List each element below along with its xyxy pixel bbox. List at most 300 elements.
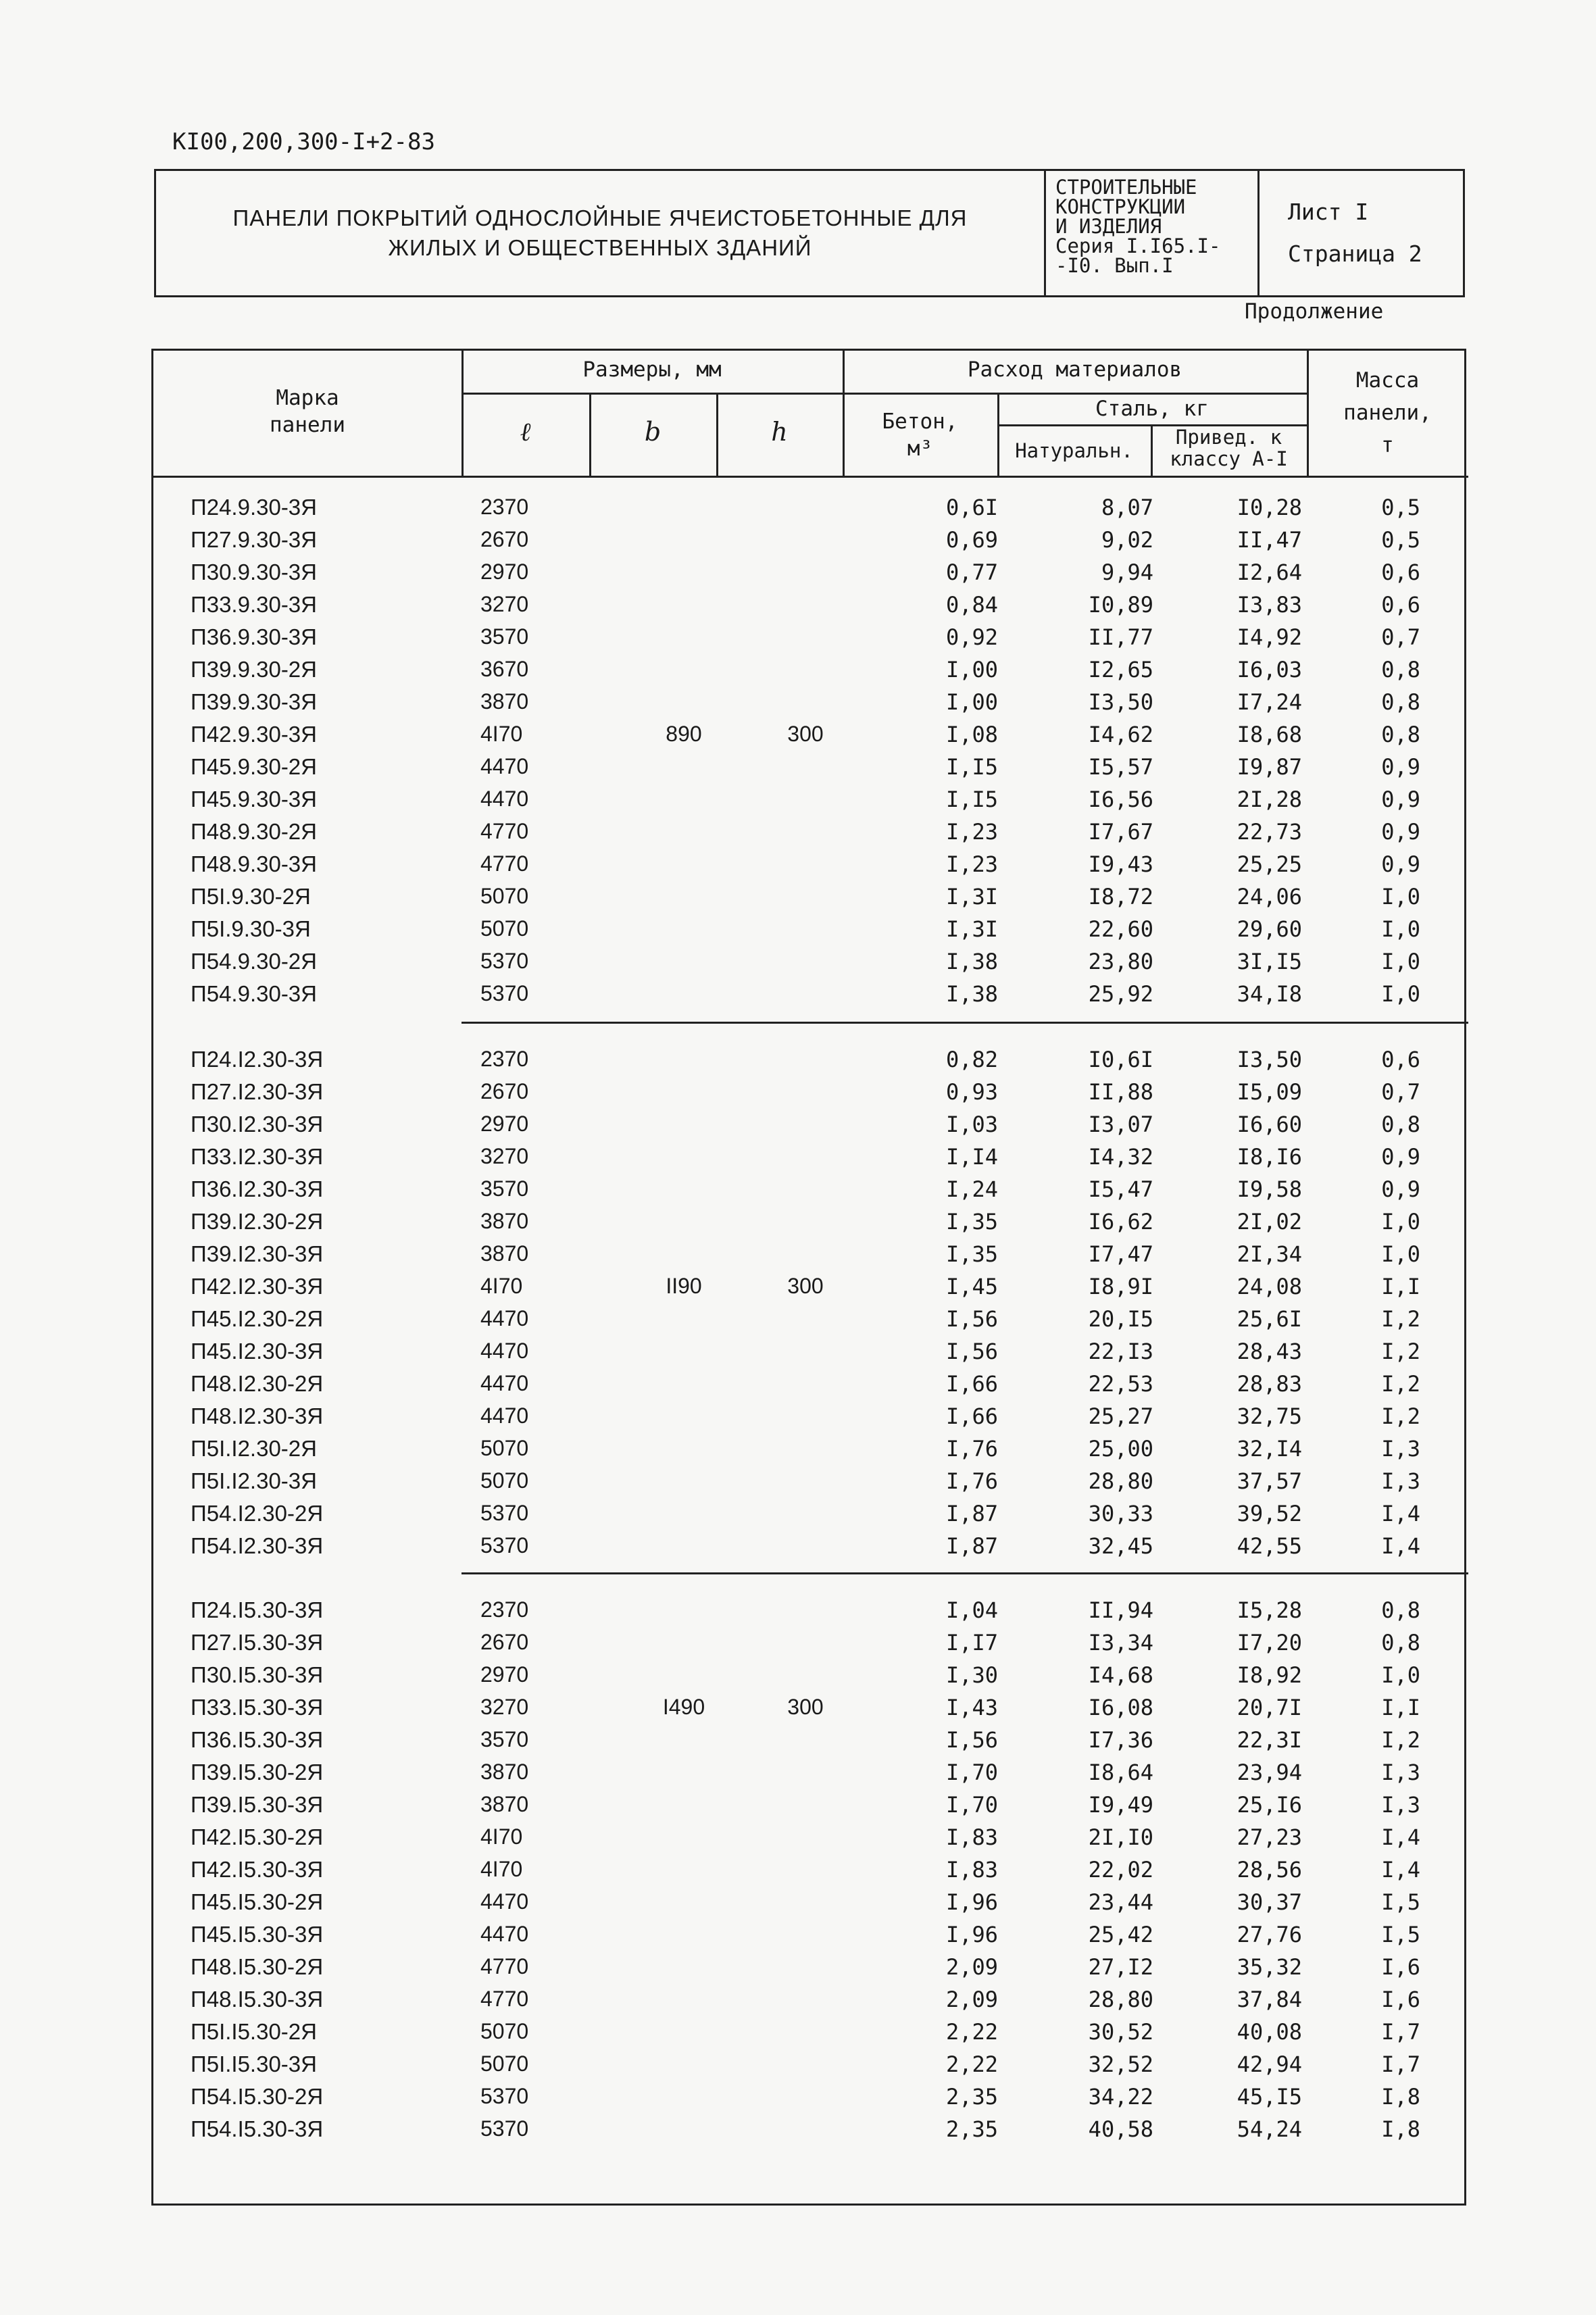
panel-mark-cell: П36.I5.30-3Я — [191, 1727, 324, 1752]
steel-reduced-cell: 54,24 — [1237, 2116, 1302, 2142]
length-cell: 4I70 — [480, 1824, 523, 1849]
table-row — [153, 722, 1468, 754]
panel-mass-cell: 0,8 — [1381, 657, 1420, 682]
steel-natural-cell: 22,02 — [1088, 1857, 1153, 1883]
panel-mass-cell: 0,9 — [1381, 819, 1420, 845]
table-row — [153, 1857, 1468, 1889]
table-row — [153, 1501, 1468, 1533]
length-cell: 5370 — [480, 1501, 529, 1525]
concrete-volume-cell: I,43 — [945, 1695, 998, 1720]
panel-mark-cell: П24.9.30-3Я — [191, 495, 317, 520]
steel-reduced-cell: I8,68 — [1237, 722, 1302, 747]
length-cell: 4I70 — [480, 1857, 523, 1881]
header-height: h — [771, 417, 788, 447]
steel-reduced-cell: I8,92 — [1237, 1662, 1302, 1688]
panel-mass-cell: I,2 — [1381, 1727, 1420, 1753]
steel-natural-cell: I6,62 — [1088, 1209, 1153, 1235]
steel-natural-cell: I3,07 — [1088, 1112, 1153, 1137]
steel-reduced-cell: 40,08 — [1237, 2019, 1302, 2045]
panel-mark-cell: П5I.9.30-3Я — [191, 916, 311, 941]
steel-natural-cell: 30,33 — [1088, 1501, 1153, 1526]
series-line-3: И ИЗДЕЛИЯ — [1055, 215, 1162, 238]
concrete-volume-cell: I,3I — [945, 884, 998, 910]
table-row — [153, 2051, 1468, 2084]
steel-natural-cell: 32,45 — [1088, 1533, 1153, 1559]
panel-width-cell: 890 — [666, 722, 702, 746]
series-info — [1046, 171, 1260, 295]
header-divider — [462, 393, 1307, 395]
panel-mark-cell: П30.I2.30-3Я — [191, 1112, 324, 1137]
panel-mass-cell: 0,9 — [1381, 1176, 1420, 1202]
concrete-volume-cell: I,38 — [945, 981, 998, 1007]
panel-mass-cell: I,2 — [1381, 1403, 1420, 1429]
header-length: ℓ — [520, 417, 531, 447]
steel-natural-cell: I5,57 — [1088, 754, 1153, 780]
steel-reduced-cell: 25,I6 — [1237, 1792, 1302, 1818]
series-line-2: КОНСТРУКЦИИ — [1055, 195, 1186, 218]
steel-reduced-cell: 22,73 — [1237, 819, 1302, 845]
panel-mass-cell: I,7 — [1381, 2051, 1420, 2077]
length-cell: 4770 — [480, 1954, 529, 1978]
steel-natural-cell: I8,64 — [1088, 1760, 1153, 1785]
length-cell: 3870 — [480, 689, 529, 714]
steel-natural-cell: 34,22 — [1088, 2084, 1153, 2110]
series-line-5: -I0. Вып.I — [1055, 254, 1174, 277]
panel-mark-cell: П45.I5.30-3Я — [191, 1922, 324, 1947]
steel-reduced-cell: I3,50 — [1237, 1047, 1302, 1072]
header-consumption: Расход материалов — [967, 357, 1182, 382]
panel-mass-cell: 0,6 — [1381, 592, 1420, 618]
panel-mass-cell: 0,7 — [1381, 624, 1420, 650]
steel-reduced-cell: I9,58 — [1237, 1176, 1302, 1202]
table-row — [153, 1047, 1468, 1079]
table-row — [153, 592, 1468, 624]
panel-mark-cell: П54.I5.30-2Я — [191, 2084, 324, 2109]
length-cell: 3570 — [480, 1176, 529, 1201]
concrete-volume-cell: I,08 — [945, 722, 998, 747]
steel-reduced-cell: I5,28 — [1237, 1597, 1302, 1623]
steel-reduced-cell: 22,3I — [1237, 1727, 1302, 1753]
panel-mark-cell: П5I.I2.30-3Я — [191, 1468, 317, 1493]
panel-mass-cell: 0,8 — [1381, 1597, 1420, 1623]
steel-natural-cell: I9,49 — [1088, 1792, 1153, 1818]
steel-reduced-cell: 42,94 — [1237, 2051, 1302, 2077]
steel-natural-cell: I0,89 — [1088, 592, 1153, 618]
table-row — [153, 1597, 1468, 1630]
length-cell: 2370 — [480, 1047, 529, 1071]
panel-mark-cell: П27.9.30-3Я — [191, 527, 317, 552]
panel-mass-cell: I,5 — [1381, 1922, 1420, 1947]
steel-reduced-cell: I9,87 — [1237, 754, 1302, 780]
concrete-volume-cell: I,00 — [945, 657, 998, 682]
steel-natural-cell: 9,94 — [1101, 559, 1153, 585]
table-row — [153, 1630, 1468, 1662]
length-cell: 5070 — [480, 916, 529, 941]
concrete-volume-cell: I,24 — [945, 1176, 998, 1202]
page-number: Страница 2 — [1288, 241, 1422, 267]
table-row — [153, 1824, 1468, 1857]
concrete-volume-cell: I,66 — [945, 1371, 998, 1397]
panel-mark-cell: П42.I5.30-3Я — [191, 1857, 324, 1882]
header-mark — [153, 384, 462, 439]
panel-mark-cell: П27.I2.30-3Я — [191, 1079, 324, 1104]
panel-mark-cell: П54.9.30-2Я — [191, 949, 317, 974]
steel-natural-cell: 30,52 — [1088, 2019, 1153, 2045]
steel-natural-cell: II,94 — [1088, 1597, 1153, 1623]
concrete-volume-cell: I,I7 — [945, 1630, 998, 1656]
header-steel-reduced — [1151, 426, 1307, 470]
table-row — [153, 1727, 1468, 1760]
concrete-volume-cell: 2,22 — [945, 2051, 998, 2077]
length-cell: 5370 — [480, 981, 529, 1005]
panel-mass-cell: I,4 — [1381, 1857, 1420, 1883]
panel-mass-cell: 0,9 — [1381, 754, 1420, 780]
table-row — [153, 624, 1468, 657]
length-cell: 5070 — [480, 1468, 529, 1493]
steel-reduced-cell: 28,83 — [1237, 1371, 1302, 1397]
panel-mass-cell: 0,8 — [1381, 1630, 1420, 1656]
concrete-volume-cell: I,23 — [945, 819, 998, 845]
panel-mark-cell: П48.I2.30-3Я — [191, 1403, 324, 1428]
group-divider — [462, 1022, 1468, 1024]
length-cell: 2670 — [480, 1079, 529, 1103]
concrete-volume-cell: I,45 — [945, 1274, 998, 1299]
header-mass-line-3: т — [1381, 433, 1394, 457]
header-mark-line-1: Марка — [276, 386, 339, 410]
length-cell: 4770 — [480, 819, 529, 843]
table-row — [153, 1662, 1468, 1695]
header-concrete-line-2: м³ — [907, 437, 933, 461]
steel-reduced-cell: I6,60 — [1237, 1112, 1302, 1137]
table-row — [153, 851, 1468, 884]
length-cell: 3870 — [480, 1760, 529, 1784]
series-line-1: СТРОИТЕЛЬНЫЕ — [1055, 176, 1197, 199]
steel-natural-cell: I8,9I — [1088, 1274, 1153, 1299]
concrete-volume-cell: 0,82 — [945, 1047, 998, 1072]
concrete-volume-cell: 2,22 — [945, 2019, 998, 2045]
length-cell: 4470 — [480, 1889, 529, 1914]
panel-mark-cell: П42.I5.30-2Я — [191, 1824, 324, 1849]
panel-mass-cell: I,4 — [1381, 1824, 1420, 1850]
steel-natural-cell: II,88 — [1088, 1079, 1153, 1105]
panel-mass-cell: I,0 — [1381, 884, 1420, 910]
panel-mass-cell: I,4 — [1381, 1501, 1420, 1526]
panel-mass-cell: I,I — [1381, 1274, 1420, 1299]
panel-height-cell: 300 — [787, 1274, 824, 1298]
table-row — [153, 1403, 1468, 1436]
steel-natural-cell: 32,52 — [1088, 2051, 1153, 2077]
steel-natural-cell: I4,62 — [1088, 722, 1153, 747]
panel-mass-cell: I,8 — [1381, 2084, 1420, 2110]
length-cell: 5370 — [480, 949, 529, 973]
length-cell: 4470 — [480, 754, 529, 778]
panel-mark-cell: П39.9.30-2Я — [191, 657, 317, 682]
concrete-volume-cell: I,76 — [945, 1468, 998, 1494]
table-row — [153, 1306, 1468, 1339]
steel-reduced-cell: I4,92 — [1237, 624, 1302, 650]
table-row — [153, 1792, 1468, 1824]
table-row — [153, 1922, 1468, 1954]
series-line-4: Серия I.I65.I- — [1055, 234, 1221, 257]
length-cell: 4470 — [480, 1306, 529, 1330]
concrete-volume-cell: I,I4 — [945, 1144, 998, 1170]
steel-reduced-cell: 32,75 — [1237, 1403, 1302, 1429]
table-row — [153, 495, 1468, 527]
panel-mark-cell: П33.9.30-3Я — [191, 592, 317, 617]
table-row — [153, 2116, 1468, 2149]
steel-reduced-cell: I7,24 — [1237, 689, 1302, 715]
header-mass — [1307, 364, 1468, 462]
concrete-volume-cell: I,87 — [945, 1501, 998, 1526]
panel-mass-cell: I,6 — [1381, 1954, 1420, 1980]
panel-mass-cell: I,2 — [1381, 1306, 1420, 1332]
concrete-volume-cell: I,04 — [945, 1597, 998, 1623]
steel-reduced-cell: I7,20 — [1237, 1630, 1302, 1656]
panel-mass-cell: I,7 — [1381, 2019, 1420, 2045]
concrete-volume-cell: I,96 — [945, 1922, 998, 1947]
steel-natural-cell: I0,6I — [1088, 1047, 1153, 1072]
panel-mass-cell: I,3 — [1381, 1792, 1420, 1818]
steel-reduced-cell: 37,84 — [1237, 1987, 1302, 2012]
steel-reduced-cell: I6,03 — [1237, 657, 1302, 682]
panel-mark-cell: П5I.I2.30-2Я — [191, 1436, 317, 1461]
steel-natural-cell: I3,34 — [1088, 1630, 1153, 1656]
concrete-volume-cell: 0,77 — [945, 559, 998, 585]
table-row — [153, 1760, 1468, 1792]
panel-mark-cell: П45.9.30-2Я — [191, 754, 317, 779]
header-steel-reduced-line-1: Привед. к — [1175, 426, 1282, 449]
steel-natural-cell: II,77 — [1088, 624, 1153, 650]
header-concrete-line-1: Бетон, — [882, 409, 958, 434]
header-concrete — [843, 408, 997, 462]
steel-natural-cell: 2I,I0 — [1088, 1824, 1153, 1850]
concrete-volume-cell: I,56 — [945, 1727, 998, 1753]
table-row — [153, 787, 1468, 819]
length-cell: 4470 — [480, 1922, 529, 1946]
panel-mass-cell: I,0 — [1381, 1662, 1420, 1688]
header-mark-line-2: панели — [270, 413, 345, 437]
length-cell: 3270 — [480, 1144, 529, 1168]
document-title — [156, 171, 1046, 295]
table-row — [153, 1144, 1468, 1176]
length-cell: 5070 — [480, 2019, 529, 2043]
panel-mark-cell: П42.I2.30-3Я — [191, 1274, 324, 1299]
panel-mark-cell: П39.I2.30-3Я — [191, 1241, 324, 1266]
concrete-volume-cell: I,96 — [945, 1889, 998, 1915]
steel-natural-cell: I3,50 — [1088, 689, 1153, 715]
steel-natural-cell: 40,58 — [1088, 2116, 1153, 2142]
panel-mark-cell: П45.9.30-3Я — [191, 787, 317, 812]
length-cell: 2370 — [480, 495, 529, 519]
table-row — [153, 819, 1468, 851]
concrete-volume-cell: I,38 — [945, 949, 998, 974]
panel-mass-cell: 0,6 — [1381, 1047, 1420, 1072]
panel-mark-cell: П48.9.30-3Я — [191, 851, 317, 876]
group-divider — [462, 1572, 1468, 1574]
header-steel: Сталь, кг — [1095, 397, 1209, 421]
panel-mass-cell: 0,9 — [1381, 851, 1420, 877]
length-cell: 3270 — [480, 1695, 529, 1719]
concrete-volume-cell: I,70 — [945, 1760, 998, 1785]
concrete-volume-cell: I,87 — [945, 1533, 998, 1559]
concrete-volume-cell: 0,84 — [945, 592, 998, 618]
steel-reduced-cell: 2I,34 — [1237, 1241, 1302, 1267]
table-row — [153, 1987, 1468, 2019]
steel-natural-cell: 25,92 — [1088, 981, 1153, 1007]
concrete-volume-cell: I,35 — [945, 1241, 998, 1267]
length-cell: 2970 — [480, 1112, 529, 1136]
steel-natural-cell: 25,42 — [1088, 1922, 1153, 1947]
panel-mark-cell: П39.9.30-3Я — [191, 689, 317, 714]
steel-reduced-cell: I5,09 — [1237, 1079, 1302, 1105]
panel-mark-cell: П5I.9.30-2Я — [191, 884, 311, 909]
steel-natural-cell: 22,60 — [1088, 916, 1153, 942]
panel-width-cell: I490 — [662, 1695, 705, 1719]
panel-mark-cell: П45.I5.30-2Я — [191, 1889, 324, 1914]
steel-natural-cell: I6,08 — [1088, 1695, 1153, 1720]
length-cell: 2970 — [480, 559, 529, 584]
panel-mass-cell: I,0 — [1381, 916, 1420, 942]
concrete-volume-cell: 2,09 — [945, 1987, 998, 2012]
length-cell: 5070 — [480, 2051, 529, 2076]
length-cell: 4470 — [480, 1339, 529, 1363]
steel-reduced-cell: 3I,I5 — [1237, 949, 1302, 974]
steel-natural-cell: 25,27 — [1088, 1403, 1153, 1429]
concrete-volume-cell: I,76 — [945, 1436, 998, 1462]
document-title-line-2: ЖИЛЫХ И ОБЩЕСТВЕННЫХ ЗДАНИЙ — [388, 235, 812, 260]
steel-reduced-cell: I2,64 — [1237, 559, 1302, 585]
length-cell: 5370 — [480, 2084, 529, 2108]
steel-natural-cell: 22,53 — [1088, 1371, 1153, 1397]
table-row — [153, 689, 1468, 722]
length-cell: 4470 — [480, 787, 529, 811]
panel-mass-cell: 0,5 — [1381, 495, 1420, 520]
steel-reduced-cell: 27,23 — [1237, 1824, 1302, 1850]
panel-mass-cell: 0,8 — [1381, 722, 1420, 747]
panel-mass-cell: I,0 — [1381, 949, 1420, 974]
panel-mark-cell: П30.9.30-3Я — [191, 559, 317, 584]
steel-natural-cell: 28,80 — [1088, 1468, 1153, 1494]
length-cell: 3570 — [480, 1727, 529, 1751]
panel-mark-cell: П27.I5.30-3Я — [191, 1630, 324, 1655]
table-row — [153, 1176, 1468, 1209]
concrete-volume-cell: I,35 — [945, 1209, 998, 1235]
panel-width-cell: II90 — [666, 1274, 702, 1298]
title-block — [154, 169, 1465, 297]
table-row — [153, 527, 1468, 559]
panel-mass-cell: I,3 — [1381, 1436, 1420, 1462]
table-row — [153, 1112, 1468, 1144]
panel-mass-cell: 0,9 — [1381, 1144, 1420, 1170]
concrete-volume-cell: I,3I — [945, 916, 998, 942]
concrete-volume-cell: I,83 — [945, 1857, 998, 1883]
table-row — [153, 916, 1468, 949]
table-row — [153, 949, 1468, 981]
steel-natural-cell: 27,I2 — [1088, 1954, 1153, 1980]
steel-reduced-cell: I8,I6 — [1237, 1144, 1302, 1170]
steel-natural-cell: I7,36 — [1088, 1727, 1153, 1753]
length-cell: 2370 — [480, 1597, 529, 1622]
table-row — [153, 1695, 1468, 1727]
concrete-volume-cell: I,56 — [945, 1306, 998, 1332]
concrete-volume-cell: I,83 — [945, 1824, 998, 1850]
panel-mass-cell: I,8 — [1381, 2116, 1420, 2142]
panel-mark-cell: П39.I5.30-2Я — [191, 1760, 324, 1785]
length-cell: 3870 — [480, 1209, 529, 1233]
steel-reduced-cell: I0,28 — [1237, 495, 1302, 520]
steel-natural-cell: I9,43 — [1088, 851, 1153, 877]
document-code: KI00,200,300-I+2-83 — [172, 128, 435, 155]
concrete-volume-cell: 0,69 — [945, 527, 998, 553]
steel-reduced-cell: 45,I5 — [1237, 2084, 1302, 2110]
table-row — [153, 1079, 1468, 1112]
panel-mass-cell: 0,8 — [1381, 689, 1420, 715]
panel-mass-cell: 0,7 — [1381, 1079, 1420, 1105]
steel-reduced-cell: II,47 — [1237, 527, 1302, 553]
table-row — [153, 1889, 1468, 1922]
concrete-volume-cell: 2,35 — [945, 2084, 998, 2110]
panel-mass-cell: I,4 — [1381, 1533, 1420, 1559]
panel-mark-cell: П24.I5.30-3Я — [191, 1597, 324, 1622]
steel-natural-cell: I7,67 — [1088, 819, 1153, 845]
length-cell: 4I70 — [480, 722, 523, 746]
panel-mark-cell: П30.I5.30-3Я — [191, 1662, 324, 1687]
steel-natural-cell: I4,32 — [1088, 1144, 1153, 1170]
panel-mass-cell: I,6 — [1381, 1987, 1420, 2012]
panel-mass-cell: I,3 — [1381, 1760, 1420, 1785]
steel-natural-cell: 22,I3 — [1088, 1339, 1153, 1364]
concrete-volume-cell: I,56 — [945, 1339, 998, 1364]
concrete-volume-cell: I,66 — [945, 1403, 998, 1429]
steel-natural-cell: 20,I5 — [1088, 1306, 1153, 1332]
concrete-volume-cell: I,03 — [945, 1112, 998, 1137]
length-cell: 3570 — [480, 624, 529, 649]
length-cell: 2670 — [480, 527, 529, 551]
concrete-volume-cell: I,00 — [945, 689, 998, 715]
steel-natural-cell: I2,65 — [1088, 657, 1153, 682]
panel-mass-cell: I,2 — [1381, 1339, 1420, 1364]
steel-natural-cell: I4,68 — [1088, 1662, 1153, 1688]
panel-mass-cell: I,I — [1381, 1695, 1420, 1720]
panel-mark-cell: П42.9.30-3Я — [191, 722, 317, 747]
table-row — [153, 2019, 1468, 2051]
steel-reduced-cell: I3,83 — [1237, 592, 1302, 618]
table-row — [153, 1241, 1468, 1274]
panel-mass-cell: I,2 — [1381, 1371, 1420, 1397]
steel-reduced-cell: 37,57 — [1237, 1468, 1302, 1494]
panel-mass-cell: I,0 — [1381, 981, 1420, 1007]
length-cell: 4I70 — [480, 1274, 523, 1298]
header-mass-line-1: Масса — [1355, 368, 1420, 393]
panel-mark-cell: П33.I5.30-3Я — [191, 1695, 324, 1720]
steel-natural-cell: I6,56 — [1088, 787, 1153, 812]
steel-natural-cell: 28,80 — [1088, 1987, 1153, 2012]
panel-mark-cell: П45.I2.30-2Я — [191, 1306, 324, 1331]
panel-mark-cell: П24.I2.30-3Я — [191, 1047, 324, 1072]
steel-reduced-cell: 24,06 — [1237, 884, 1302, 910]
steel-natural-cell: 25,00 — [1088, 1436, 1153, 1462]
length-cell: 5070 — [480, 1436, 529, 1460]
length-cell: 4770 — [480, 851, 529, 876]
panel-mark-cell: П39.I2.30-2Я — [191, 1209, 324, 1234]
table-row — [153, 1339, 1468, 1371]
length-cell: 5370 — [480, 1533, 529, 1558]
header-width: b — [644, 417, 662, 447]
steel-reduced-cell: 30,37 — [1237, 1889, 1302, 1915]
steel-natural-cell: 9,02 — [1101, 527, 1153, 553]
table-row — [153, 754, 1468, 787]
header-dimensions: Размеры, мм — [582, 357, 722, 382]
